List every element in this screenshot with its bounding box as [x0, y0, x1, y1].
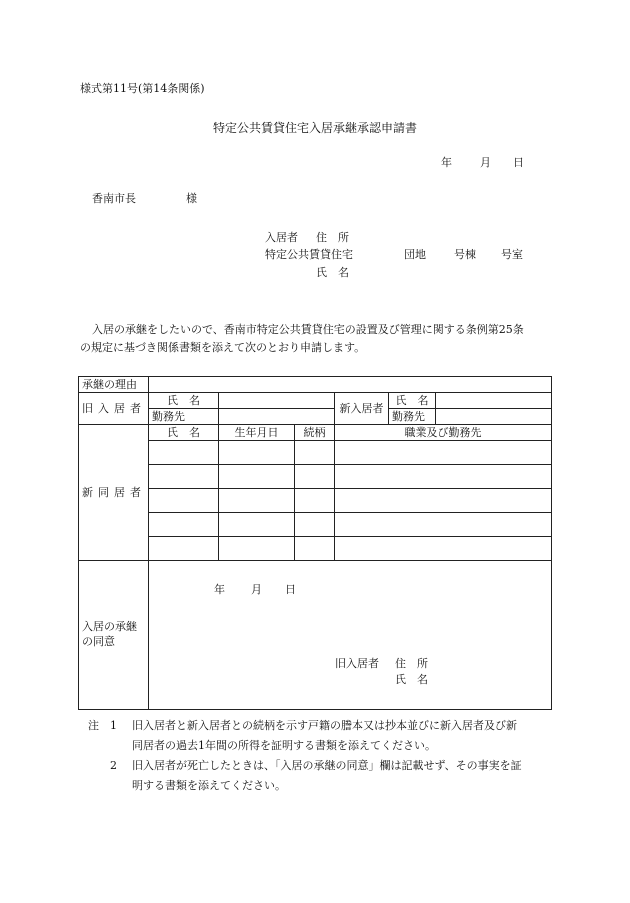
resident-row-1 [79, 393, 552, 409]
cohabitant-relationship-input[interactable] [295, 537, 335, 561]
consent-cell[interactable] [149, 561, 552, 710]
applicant-name-label: 氏 名 [316, 266, 349, 279]
new-resident-workplace-label: 勤務先 [389, 409, 436, 425]
consent-date-month: 月 [251, 583, 262, 596]
old-resident-workplace-label: 勤務先 [149, 409, 219, 425]
cohabitant-birthdate-input[interactable] [219, 513, 295, 537]
note-item [88, 716, 558, 736]
cohabitant-name-input[interactable] [149, 513, 219, 537]
applicant-resident-label: 入居者 [265, 231, 298, 244]
cohabitant-name-input[interactable] [149, 441, 219, 465]
addressee-honorific: 様 [186, 192, 197, 205]
cohabitant-name-input[interactable] [149, 537, 219, 561]
cohabitant-birthdate-input[interactable] [219, 465, 295, 489]
cohabitant-header-birthdate: 生年月日 [219, 425, 295, 441]
new-resident-name-input[interactable] [436, 393, 552, 409]
applicant-danchi-label: 団地 [404, 248, 426, 261]
cohabitant-birthdate-input[interactable] [219, 537, 295, 561]
consent-old-resident-label: 旧入居者 [335, 657, 379, 670]
cohabitant-occupation-input[interactable] [335, 489, 552, 513]
cohabitant-birthdate-input[interactable] [219, 489, 295, 513]
consent-name-label: 氏 名 [395, 673, 428, 686]
old-resident-workplace-input[interactable] [219, 409, 335, 425]
note-text-line: 旧入居者と新入居者との続柄を示す戸籍の謄本又は抄本並びに新入居者及び新 [132, 719, 517, 732]
old-resident-label: 旧入居者 [79, 393, 149, 425]
old-resident-name-label: 氏 名 [149, 393, 219, 409]
cohabitant-label: 新同居者 [79, 425, 149, 561]
cohabitant-occupation-input[interactable] [335, 513, 552, 537]
notes-lead: 注 [88, 719, 99, 732]
cohabitant-row [79, 465, 552, 489]
cohabitant-occupation-input[interactable] [335, 441, 552, 465]
consent-address-label: 住 所 [395, 657, 428, 670]
body-text-line1: 入居の承継をしたいので、香南市特定公共賃貸住宅の設置及び管理に関する条例第25条 [92, 323, 524, 336]
consent-label: 入居の承継の同意 [79, 561, 149, 710]
note-item-continuation [88, 776, 558, 796]
note-text-line: 旧入居者が死亡したときは、「入居の承継の同意」欄は記載せず、その事実を証 [132, 759, 522, 772]
cohabitant-row [79, 441, 552, 465]
cohabitant-relationship-input[interactable] [295, 489, 335, 513]
consent-row [79, 561, 552, 710]
cohabitant-row [79, 513, 552, 537]
note-item-continuation [88, 736, 558, 756]
application-table [78, 376, 552, 710]
note-text-line: 明する書類を添えてください。 [132, 779, 286, 792]
new-resident-name-label: 氏 名 [389, 393, 436, 409]
cohabitant-header-name: 氏 名 [149, 425, 219, 441]
old-resident-name-input[interactable] [219, 393, 335, 409]
reason-input-cell[interactable] [149, 377, 552, 393]
cohabitant-name-input[interactable] [149, 465, 219, 489]
note-number: 1 [110, 719, 117, 732]
cohabitant-row [79, 537, 552, 561]
body-text-line2: の規定に基づき関係書類を添えて次のとおり申請します。 [80, 341, 366, 354]
cohabitant-row [79, 489, 552, 513]
cohabitant-birthdate-input[interactable] [219, 441, 295, 465]
form-number: 様式第11号(第14条関係) [80, 82, 205, 95]
consent-date-year: 年 [214, 583, 225, 596]
cohabitant-occupation-input[interactable] [335, 465, 552, 489]
reason-label: 承継の理由 [79, 377, 149, 393]
applicant-goushitsu-label: 号室 [501, 248, 523, 261]
new-resident-label: 新入居者 [335, 393, 389, 425]
note-number: 2 [110, 759, 117, 772]
cohabitant-header-occupation: 職業及び勤務先 [335, 425, 552, 441]
date-day: 日 [513, 156, 524, 169]
new-resident-workplace-input[interactable] [436, 409, 552, 425]
cohabitant-relationship-input[interactable] [295, 441, 335, 465]
date-year: 年 [441, 156, 452, 169]
cohabitant-relationship-input[interactable] [295, 465, 335, 489]
addressee-name: 香南市長 [92, 192, 136, 205]
applicant-housing-label: 特定公共賃貸住宅 [265, 248, 353, 261]
cohabitant-header-row [79, 425, 552, 441]
cohabitant-name-input[interactable] [149, 489, 219, 513]
notes-section [88, 716, 558, 796]
applicant-address-label: 住 所 [316, 231, 349, 244]
consent-date-day: 日 [285, 583, 296, 596]
cohabitant-relationship-input[interactable] [295, 513, 335, 537]
cohabitant-occupation-input[interactable] [335, 537, 552, 561]
resident-row-2 [79, 409, 552, 425]
date-month: 月 [480, 156, 491, 169]
reason-row [79, 377, 552, 393]
form-title: 特定公共賃貸住宅入居承継承認申請書 [213, 121, 418, 135]
note-text-line: 同居者の過去1年間の所得を証明する書類を添えてください。 [132, 739, 436, 752]
applicant-gouto-label: 号棟 [454, 248, 476, 261]
note-item [88, 756, 558, 776]
cohabitant-header-relationship: 続柄 [295, 425, 335, 441]
